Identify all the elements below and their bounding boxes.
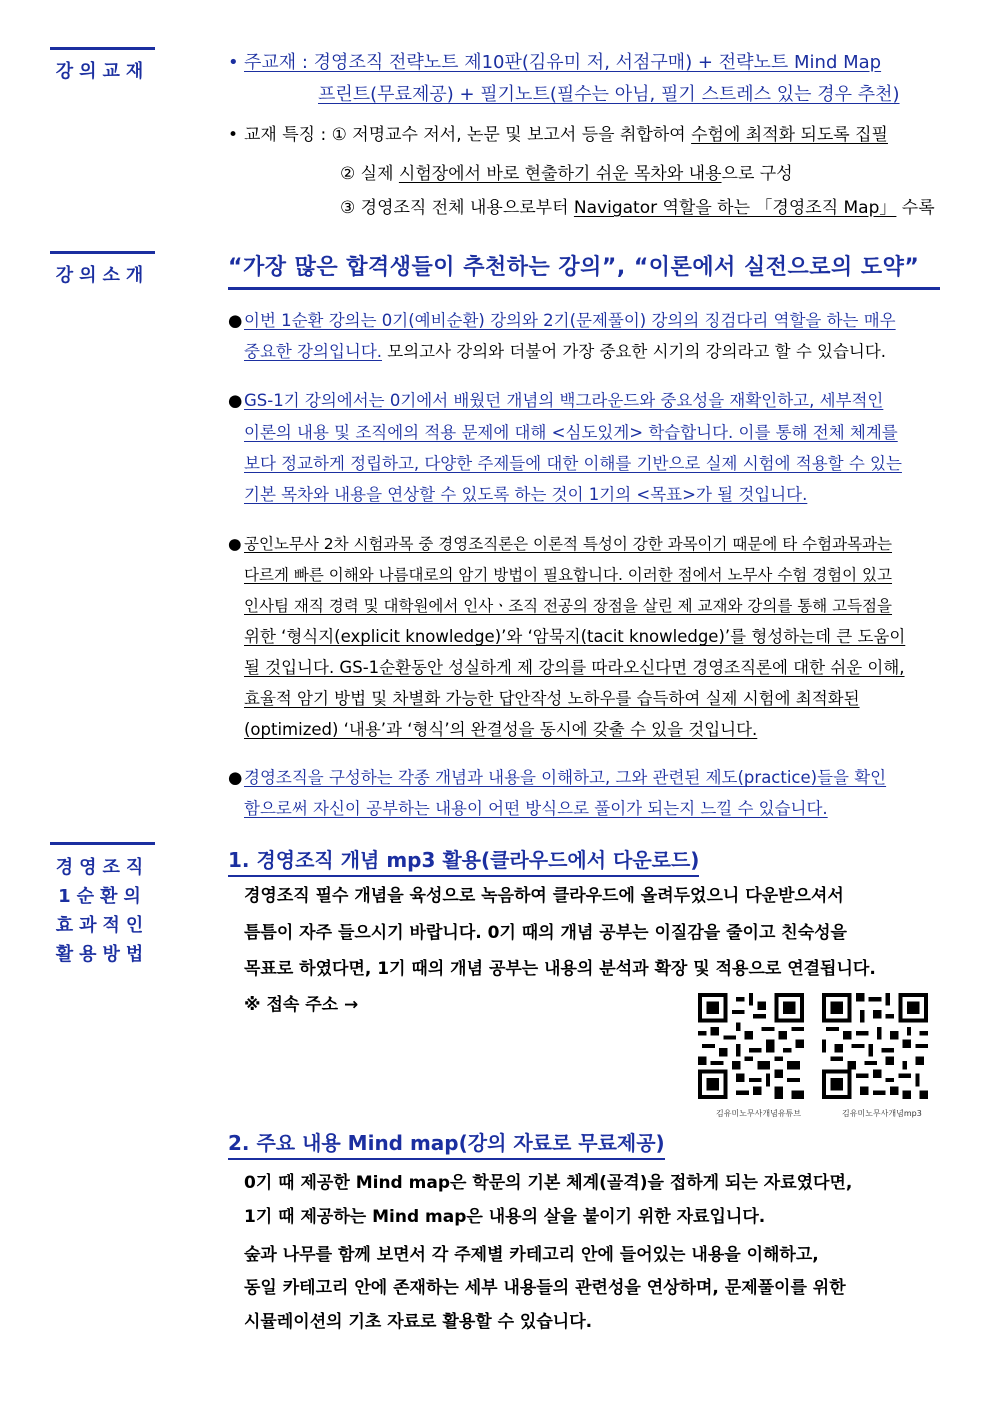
textbook-feature1: 수험에 최적화 되도록 집필 (691, 125, 888, 145)
intro-p4-text2: 함으로써 자신이 공부하는 내용이 어떤 방식으로 풀이가 되는지 느낄 수 있습니다. (244, 799, 828, 818)
intro-p4-line1 (228, 768, 940, 788)
section-label-method (50, 842, 155, 969)
intro-p3-text4: 위한 ‘형식지(explicit knowledge)’와 ‘암묵지(tacit knowledge)’를 형성하는데 큰 도움이 (244, 627, 906, 646)
intro-p3-text5: 될 것입니다. GS-1순환동안 성실하게 제 강의를 따라오신다면 경영조직론에 대한 쉬운 이해, (244, 658, 905, 677)
textbook-feature2-pre: ② 실제 (340, 164, 399, 184)
method-s1-line3: 목표로 하였다면, 1기 때의 개념 공부는 내용의 분석과 확장 및 적용으로 연결됩니다. (244, 959, 876, 979)
intro-p3-line2 (244, 565, 940, 585)
intro-p3-line5 (244, 658, 940, 678)
section-label-intro: 강의소개 (50, 251, 155, 289)
qr-code-icon[interactable] (698, 993, 804, 1099)
intro-p2-text2: 이론의 내용 및 조직에의 적용 문제에 대해 <심도있게> 학습합니다. 이를 통해 전체 체계를 (244, 423, 898, 442)
method-label-line1: 경영조직 (55, 857, 150, 878)
intro-p2-text1: GS-1기 강의에서는 0기에서 배웠던 개념의 백그라운드와 중요성을 재확인하고, 세부적인 (244, 391, 884, 410)
method-s1-title: 1. 경영조직 개념 mp3 활용(클라우드에서 다운로드) (228, 844, 699, 877)
textbook-feature-prefix: 교재 특징 : ① 저명교수 저서, 논문 및 보고서 등을 취합하여 (244, 125, 692, 145)
bullet-icon: • (228, 125, 239, 145)
intro-p3-text6: 효율적 암기 방법 및 차별화 가능한 답안작성 노하우를 습득하여 실제 시험에 최적화된 (244, 689, 860, 708)
bullet-icon: ● (228, 768, 243, 787)
bullet-icon: ● (228, 535, 242, 553)
intro-p2-line4 (244, 485, 940, 505)
textbook-feature-line2 (340, 164, 940, 184)
intro-p3-text3: 인사팀 재직 경력 및 대학원에서 인사ㆍ조직 전공의 장점을 살린 제 교재와 강의를 통해 고득점을 (244, 597, 893, 615)
textbook-feature-line1 (228, 125, 940, 145)
method-label-line4: 활용방법 (55, 944, 150, 965)
textbook-feature-line3 (340, 198, 940, 218)
intro-p2-text4: 기본 목차와 내용을 연상할 수 있도록 하는 것이 1기의 <목표>가 될 것입니다. (244, 485, 808, 504)
textbook-main-line1 (228, 52, 940, 74)
method-s2-line1: 0기 때 제공한 Mind map은 학문의 기본 체계(골격)을 접하게 되는 자료였다면, (244, 1173, 853, 1193)
intro-p4-text1: 경영조직을 구성하는 각종 개념과 내용을 이해하고, 그와 관련된 제도(practice)들을 확인 (244, 768, 887, 787)
intro-p3-line6 (244, 689, 940, 709)
textbook-feature2-post: 으로 구성 (721, 164, 793, 184)
method-s1-line1: 경영조직 필수 개념을 육성으로 녹음하여 클라우드에 올려두었으니 다운받으셔서 (244, 886, 844, 906)
section-label-textbook: 강의교재 (50, 47, 155, 85)
method-s2-line4: 동일 카테고리 안에 존재하는 세부 내용들의 관련성을 연상하며, 문제풀이를 위한 (244, 1278, 846, 1298)
intro-p1-line2 (244, 342, 940, 362)
intro-p3-line4 (244, 627, 940, 647)
method-label-line3: 효과적인 (55, 915, 150, 936)
intro-p2-line1 (228, 391, 940, 411)
intro-p3-line1 (228, 534, 940, 554)
intro-p3-text2: 다르게 빠른 이해와 나름대로의 암기 방법이 필요합니다. 이러한 점에서 노무사 수험 경험이 있고 (244, 566, 893, 584)
intro-p4-line2 (244, 799, 940, 819)
intro-p3-text1: 공인노무사 2차 시험과목 중 경영조직론은 이론적 특성이 강한 과목이기 때문에 타 수험과목과는 (244, 535, 893, 553)
method-s2-line5: 시뮬레이션의 기초 자료로 활용할 수 있습니다. (244, 1312, 593, 1332)
textbook-main-text2: 프린트(무료제공) + 필기노트(필수는 아님, 필기 스트레스 있는 경우 추천) (318, 84, 900, 105)
bullet-icon: ● (228, 391, 243, 410)
qr2-caption: 김유미노무사개념mp3 (842, 1109, 922, 1118)
method-s1-line2: 틈틈이 자주 들으시기 바랍니다. 0기 때의 개념 공부는 이질감을 줄이고 친숙성을 (244, 923, 847, 943)
bullet-icon: • (228, 52, 239, 73)
intro-p2-line3 (244, 454, 940, 474)
access-address: ※ 접속 주소 → (244, 995, 359, 1015)
qr-code-icon[interactable] (822, 993, 928, 1099)
method-s2-title: 2. 주요 내용 Mind map(강의 자료로 무료제공) (228, 1127, 665, 1160)
textbook-main-text1: 주교재 : 경영조직 전략노트 제10판(김유미 저, 서점구매) + 전략노트 Mind Map (244, 52, 882, 73)
intro-p3-text7: (optimized) ‘내용’과 ‘형식’의 완결성을 동시에 갖출 수 있을 것입니다. (244, 720, 758, 739)
qr1-caption: 김유미노무사개념유튜브 (716, 1109, 802, 1118)
intro-p3-line7 (244, 720, 940, 740)
intro-p1-text1: 이번 1순환 강의는 0기(예비순환) 강의와 2기(문제풀이) 강의의 징검다리 역할을 하는 매우 (244, 311, 896, 330)
textbook-feature3-post: 수록 (896, 198, 935, 218)
method-s2-line3: 숲과 나무를 함께 보면서 각 주제별 카테고리 안에 들어있는 내용을 이해하고, (244, 1245, 819, 1265)
intro-p1-text3: 모의고사 강의와 더불어 가장 중요한 시기의 강의라고 할 수 있습니다. (382, 342, 887, 361)
textbook-main-line2 (318, 84, 940, 106)
intro-p1-text2: 중요한 강의입니다. (244, 342, 383, 361)
method-s2-line2: 1기 때 제공하는 Mind map은 내용의 살을 붙이기 위한 자료입니다. (244, 1207, 766, 1227)
intro-p1-line1 (228, 311, 940, 331)
textbook-feature3: Navigator 역할을 하는 「경영조직 Map」 (573, 198, 897, 218)
intro-p2-text3: 보다 정교하게 정립하고, 다양한 주제들에 대한 이해를 기반으로 실제 시험에 적용할 수 있는 (244, 454, 902, 473)
bullet-icon: ● (228, 311, 243, 330)
method-label-line2: 1순환의 (58, 886, 147, 907)
textbook-feature2: 시험장에서 바로 현출하기 쉬운 목차와 내용 (398, 164, 722, 184)
intro-heading: “가장 많은 합격생들이 추천하는 강의”, “이론에서 실전으로의 도약” (228, 250, 940, 290)
intro-p2-line2 (244, 423, 940, 443)
textbook-feature3-pre: ③ 경영조직 전체 내용으로부터 (340, 198, 574, 218)
intro-p3-line3 (244, 596, 940, 616)
